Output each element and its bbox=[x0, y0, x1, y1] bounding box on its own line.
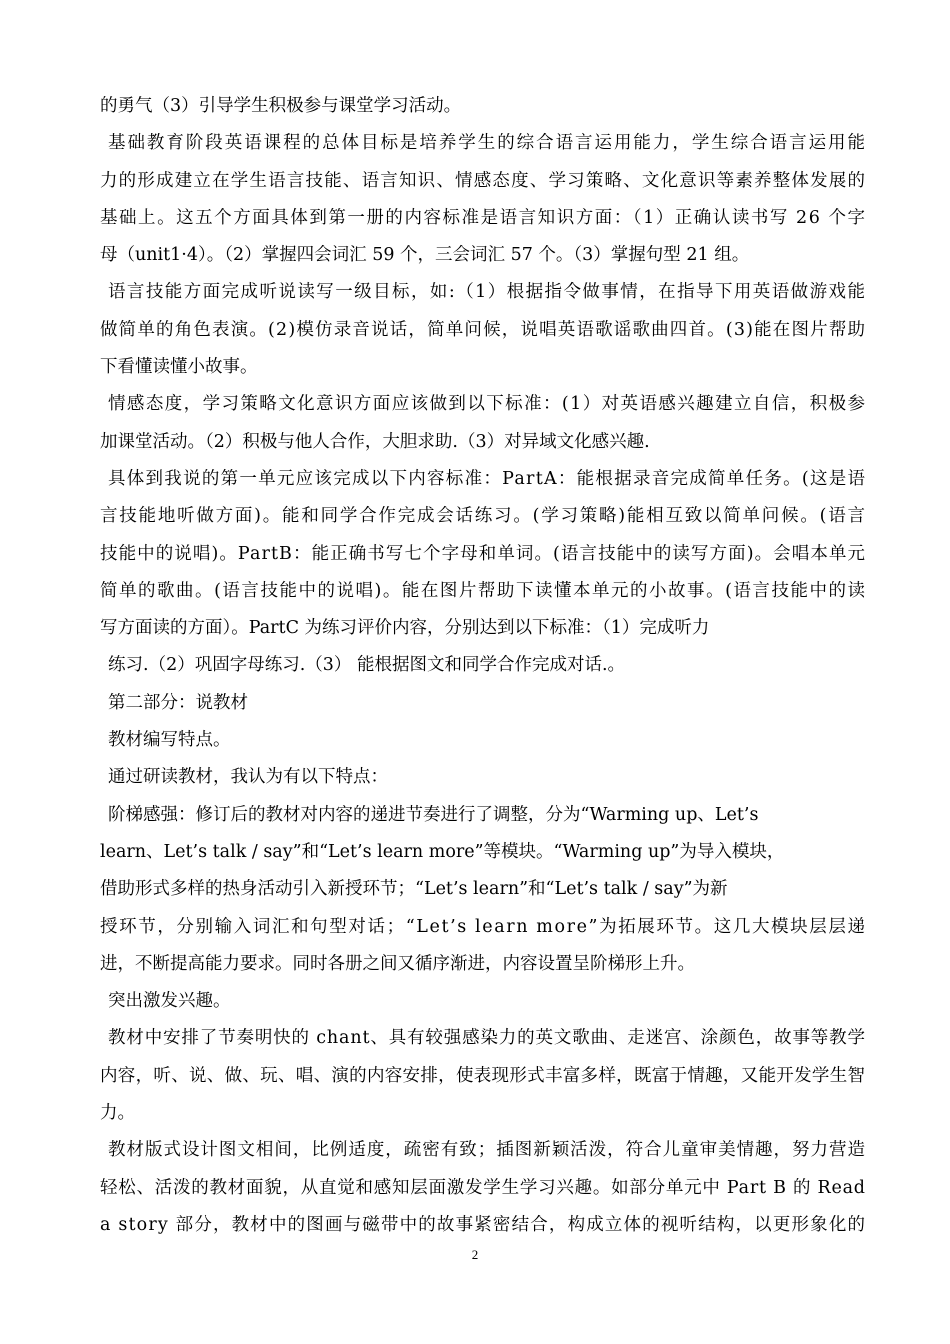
text-line: 基础上。这五个方面具体到第一册的内容标准是语言知识方面：（1）正确认读书写 26 个字 bbox=[100, 207, 867, 228]
text-line: 具体到我说的第一单元应该完成以下内容标准：PartA：能根据录音完成简单任务。(这是语 bbox=[108, 468, 867, 489]
text-line: 基础教育阶段英语课程的总体目标是培养学生的综合语言运用能力，学生综合语言运用能 bbox=[108, 133, 867, 154]
text-line: 言技能地听做方面)。能和同学合作完成会话练习。(学习策略)能相互致以简单问候。(语言 bbox=[100, 506, 867, 527]
text-line: 写方面读的方面）。PartC 为练习评价内容，分别达到以下标准：（1）完成听力 bbox=[100, 618, 710, 639]
text-line: 教材编写特点。 bbox=[108, 730, 231, 751]
text-line: 练习.（2）巩固字母练习.（3） 能根据图文和同学合作完成对话.。 bbox=[108, 655, 626, 676]
text-line: 简单的歌曲。(语言技能中的说唱)。能在图片帮助下读懂本单元的小故事。(语言技能中的读 bbox=[100, 580, 867, 601]
page-number: 2 bbox=[471, 1247, 479, 1262]
text-line: 做简单的角色表演。(2)模仿录音说话，简单问候，说唱英语歌谣歌曲四首。(3)能在图片帮助 bbox=[100, 319, 867, 340]
text-line: a story 部分，教材中的图画与磁带中的故事紧密结合，构成立体的视听结构，以更形象化的 bbox=[100, 1214, 867, 1235]
text-line: 阶梯感强：修订后的教材对内容的递进节奏进行了调整，分为“Warming up、Let’s bbox=[108, 804, 759, 825]
text-line: 技能中的说唱)。PartB：能正确书写七个字母和单词。(语言技能中的读写方面)。会唱本单元 bbox=[100, 543, 867, 564]
text-line: 轻松、活泼的教材面貌，从直觉和感知层面激发学生学习兴趣。如部分单元中 Part B 的 Read bbox=[100, 1177, 866, 1198]
text-line: 第二部分：说教材 bbox=[108, 692, 248, 713]
text-line: 下看懂读懂小故事。 bbox=[100, 357, 258, 378]
text-line: 力的形成建立在学生语言技能、语言知识、情感态度、学习策略、文化意识等素养整体发展的 bbox=[100, 170, 867, 191]
text-line: 通过研读教材，我认为有以下特点： bbox=[108, 767, 388, 788]
text-line: 授环节，分别输入词汇和句型对话；“Let’s learn more”为拓展环节。这几大模块层层递 bbox=[100, 916, 867, 937]
text-line: 母（unit1·4）。（2）掌握四会词汇 59 个，三会词汇 57 个。（3）掌握句型 21 组。 bbox=[100, 245, 750, 266]
text-line: 突出激发兴趣。 bbox=[108, 991, 231, 1012]
text-line: 进，不断提高能力要求。同时各册之间又循序渐进，内容设置呈阶梯形上升。 bbox=[100, 953, 695, 974]
text-line: 的勇气（3）引导学生积极参与课堂学习活动。 bbox=[100, 96, 462, 116]
text-line: 力。 bbox=[100, 1103, 135, 1124]
text-line: 内容，听、说、做、玩、唱、演的内容安排，使表现形式丰富多样，既富于情趣，又能开发学生智 bbox=[100, 1065, 866, 1086]
text-line: 教材版式设计图文相间，比例适度，疏密有致；插图新颖活泼，符合儿童审美情趣，努力营造 bbox=[108, 1140, 866, 1161]
text-line: 语言技能方面完成听说读写一级目标，如:（1）根据指令做事情，在指导下用英语做游戏能 bbox=[108, 282, 867, 303]
text-line: 加课堂活动。（2）积极与他人合作，大胆求助.（3）对异域文化感兴趣. bbox=[100, 431, 650, 452]
document-body bbox=[100, 88, 865, 1244]
text-line: learn、Let’s talk / say”和“Let’s learn more”等模块。“Warming up”为导入模块， bbox=[100, 841, 785, 862]
text-line: 教材中安排了节奏明快的 chant、具有较强感染力的英文歌曲、走迷宫、涂颜色，故事等教学 bbox=[108, 1028, 866, 1049]
text-line: 借助形式多样的热身活动引入新授环节；“Let’s learn”和“Let’s talk / say”为新 bbox=[100, 879, 728, 900]
text-line: 情感态度，学习策略文化意识方面应该做到以下标准：(1）对英语感兴趣建立自信，积极参 bbox=[108, 394, 867, 415]
